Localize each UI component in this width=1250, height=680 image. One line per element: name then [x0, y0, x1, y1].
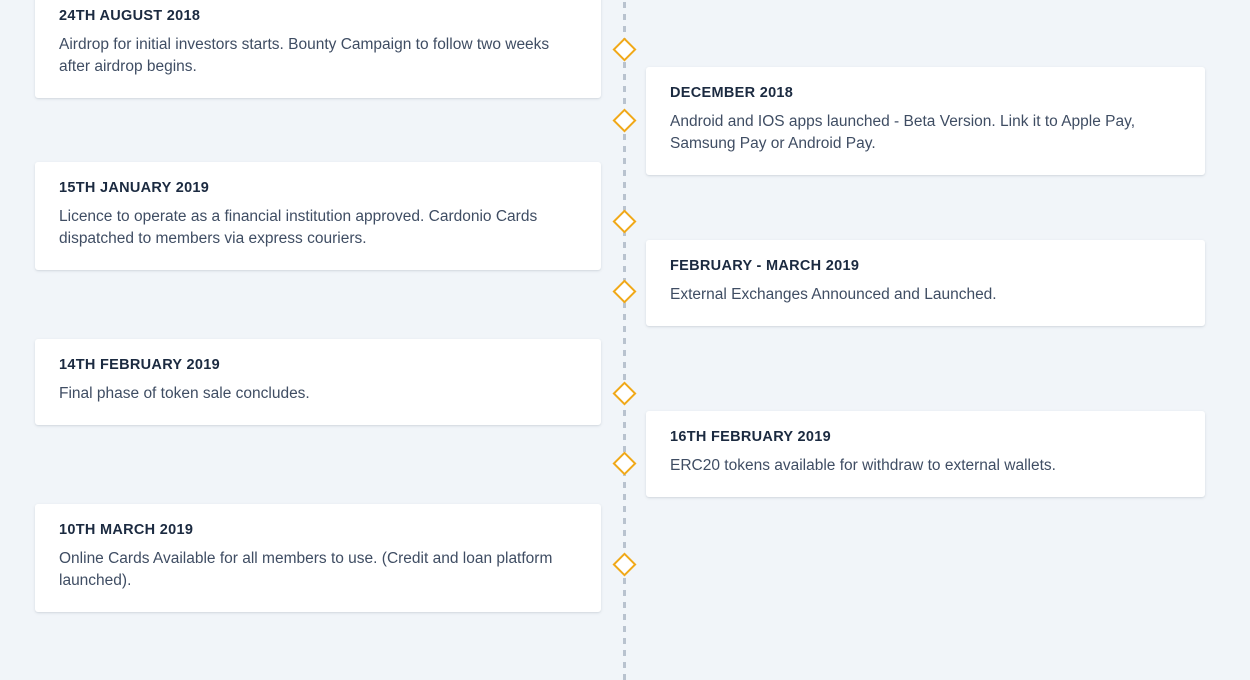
timeline-marker-diamond-icon [612, 37, 636, 61]
timeline-event-description: ERC20 tokens available for withdraw to external wallets. [670, 457, 1056, 474]
timeline-event-description: External Exchanges Announced and Launched. [670, 286, 997, 303]
timeline-event-date: FEBRUARY - MARCH 2019 [670, 258, 860, 274]
timeline-event-card [35, 339, 601, 425]
timeline-marker-diamond-icon [612, 209, 636, 233]
timeline-event-date: 14TH FEBRUARY 2019 [59, 357, 220, 373]
timeline-event-date: DECEMBER 2018 [670, 85, 794, 101]
timeline-event-description: Android and IOS apps launched - Beta Version. Link it to Apple Pay, Samsung Pay or Android Pay. [670, 113, 1136, 152]
timeline-marker-diamond-icon [612, 552, 636, 576]
timeline-event-date: 16TH FEBRUARY 2019 [670, 429, 831, 445]
timeline-event-card [35, 504, 601, 612]
timeline-marker-diamond-icon [612, 108, 636, 132]
timeline-marker-diamond-icon [612, 279, 636, 303]
timeline-marker-diamond-icon [612, 381, 636, 405]
timeline-event-card [646, 67, 1205, 175]
timeline-event-date: 15TH JANUARY 2019 [59, 180, 210, 196]
timeline-event-description: Airdrop for initial investors starts. Bounty Campaign to follow two weeks after airdrop begins. [59, 36, 550, 75]
timeline-event-card [646, 240, 1205, 326]
timeline-event-date: 10TH MARCH 2019 [59, 522, 194, 538]
timeline-marker-diamond-icon [612, 451, 636, 475]
timeline-event-card [646, 411, 1205, 497]
timeline-event-description: Online Cards Available for all members to use. (Credit and loan platform launched). [59, 550, 553, 589]
timeline-event-card [35, 0, 601, 98]
timeline-event-description: Licence to operate as a financial institution approved. Cardonio Cards dispatched to members via express couriers. [59, 208, 538, 247]
timeline-event-card [35, 162, 601, 270]
timeline-spine [623, 0, 626, 680]
timeline-event-date: 24TH AUGUST 2018 [59, 8, 201, 24]
timeline-event-description: Final phase of token sale concludes. [59, 385, 310, 402]
